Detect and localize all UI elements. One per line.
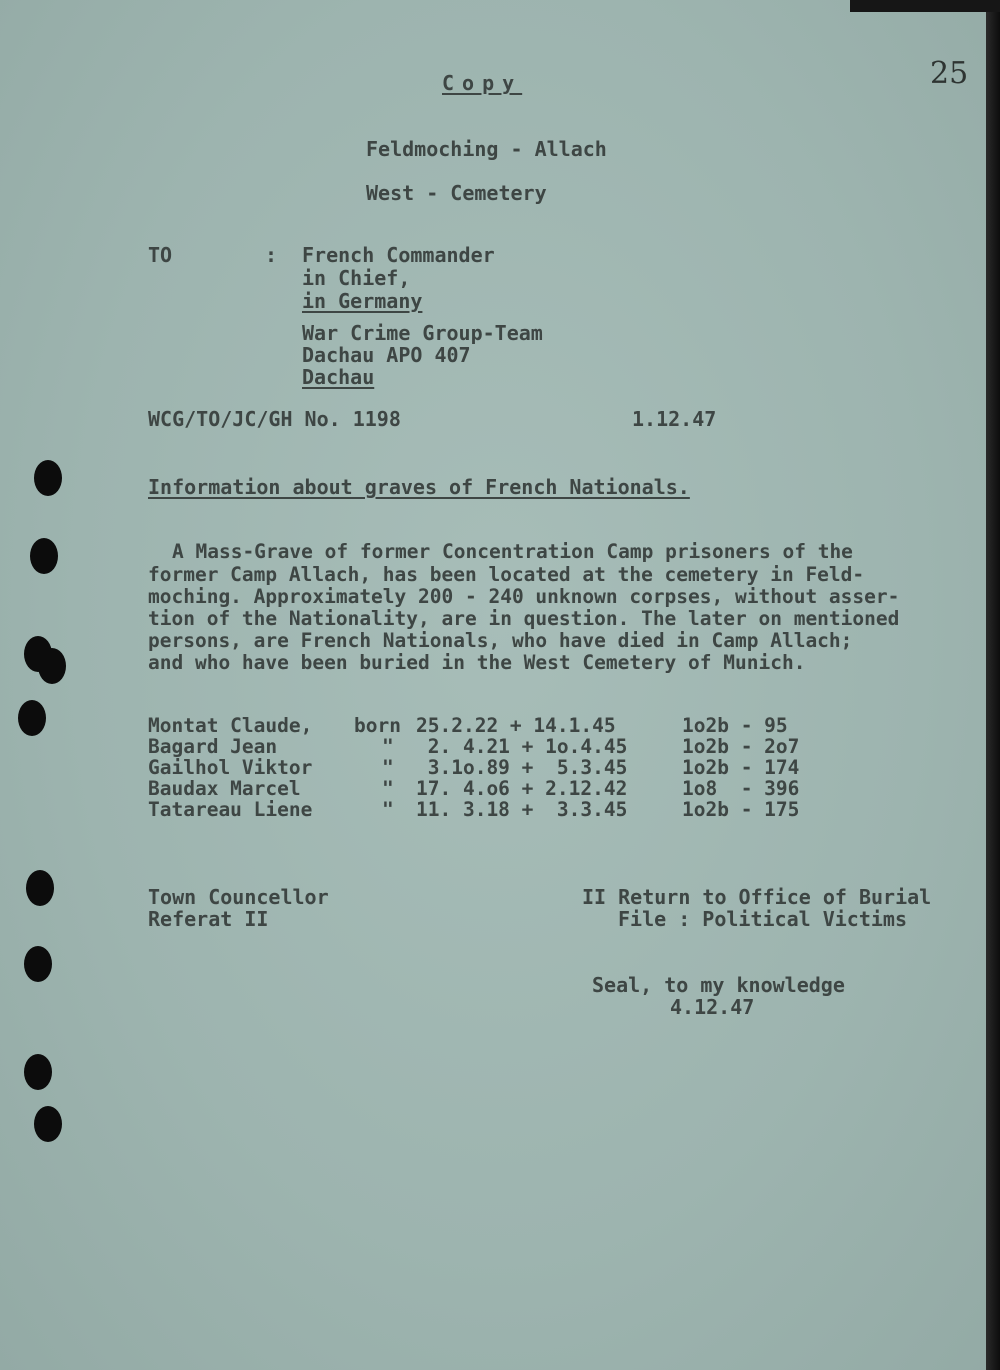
signatory-line: Town Councellor xyxy=(148,885,329,909)
punch-hole xyxy=(18,700,46,736)
person-dates: 2. 4.21 + 1o.4.45 xyxy=(416,735,628,758)
person-grave: 1o2b - 174 xyxy=(682,756,800,779)
person-grave: 1o2b - 2o7 xyxy=(682,735,800,758)
recipient-line: in Germany xyxy=(302,289,423,313)
punch-hole xyxy=(26,870,54,906)
signatory-line: Referat II xyxy=(148,907,269,931)
person-mark: " xyxy=(382,756,394,779)
reference-date: 1.12.47 xyxy=(632,407,717,431)
recipient-line: in Chief, xyxy=(302,266,411,290)
to-label: TO xyxy=(148,243,173,267)
seal-line: Seal, to my knowledge xyxy=(592,973,845,997)
to-colon: : xyxy=(265,243,278,267)
copy-label: Copy xyxy=(442,71,523,95)
body-line: and who have been buried in the West Cemetery of Munich. xyxy=(148,651,806,674)
page-number: 25 xyxy=(930,56,969,91)
body-line: moching. Approximately 200 - 240 unknown corpses, without asser- xyxy=(148,585,900,608)
seal-line: 4.12.47 xyxy=(670,995,755,1019)
body-line: former Camp Allach, has been located at the cemetery in Feld- xyxy=(148,563,865,586)
via-line: Dachau xyxy=(302,365,375,389)
person-mark: " xyxy=(382,735,394,758)
person-mark: " xyxy=(382,777,394,800)
punch-hole xyxy=(34,460,62,496)
person-name: Baudax Marcel xyxy=(148,777,301,800)
person-name: Tatareau Liene xyxy=(148,798,313,821)
punch-hole xyxy=(30,538,58,574)
punch-hole xyxy=(38,648,66,684)
person-name: Montat Claude, xyxy=(148,714,313,737)
subject-line: Information about graves of French Nationals. xyxy=(148,475,690,499)
scan-edge xyxy=(986,0,1000,1370)
person-grave: 1o8 - 396 xyxy=(682,777,800,800)
via-line: Dachau APO 407 xyxy=(302,343,471,367)
punch-hole xyxy=(34,1106,62,1142)
scan-edge-top xyxy=(850,0,1000,12)
body-line: persons, are French Nationals, who have died in Camp Allach; xyxy=(148,629,853,652)
routing-line: File : Political Victims xyxy=(618,907,907,931)
person-name: Gailhol Viktor xyxy=(148,756,313,779)
person-mark: " xyxy=(382,798,394,821)
recipient-line: French Commander xyxy=(302,243,495,267)
person-name: Bagard Jean xyxy=(148,735,278,758)
person-dates: 3.1o.89 + 5.3.45 xyxy=(416,756,628,779)
person-mark: born xyxy=(354,714,401,737)
routing-line: II Return to Office of Burial xyxy=(582,885,932,909)
person-dates: 25.2.22 + 14.1.45 xyxy=(416,714,616,737)
place-heading: Feldmoching - Allach xyxy=(366,137,607,161)
punch-hole xyxy=(24,946,52,982)
punch-hole xyxy=(24,1054,52,1090)
body-line: tion of the Nationality, are in question. The later on mentioned xyxy=(148,607,900,630)
body-line: A Mass-Grave of former Concentration Camp prisoners of the xyxy=(172,540,853,563)
person-dates: 11. 3.18 + 3.3.45 xyxy=(416,798,628,821)
reference-number: WCG/TO/JC/GH No. 1198 xyxy=(148,407,401,431)
person-dates: 17. 4.o6 + 2.12.42 xyxy=(416,777,628,800)
via-line: War Crime Group-Team xyxy=(302,321,543,345)
person-grave: 1o2b - 175 xyxy=(682,798,800,821)
person-grave: 1o2b - 95 xyxy=(682,714,788,737)
cemetery-heading: West - Cemetery xyxy=(366,181,547,205)
